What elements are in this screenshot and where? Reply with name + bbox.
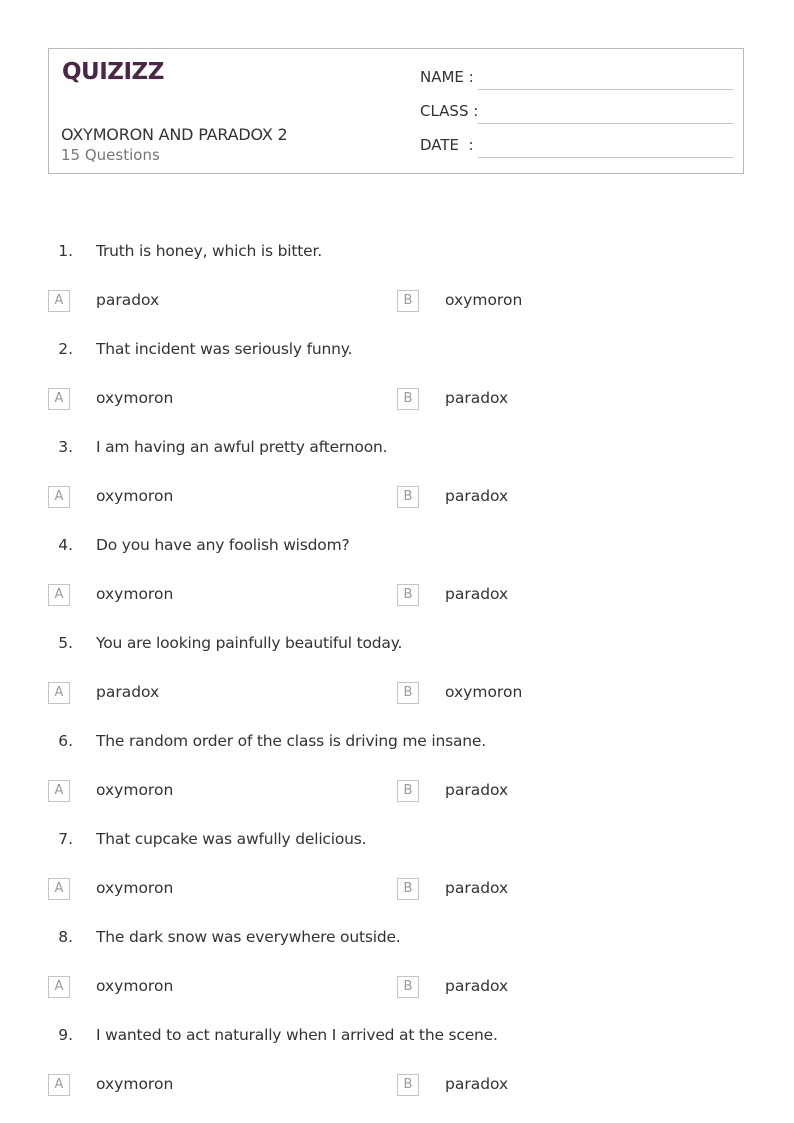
question-text: Truth is honey, which is bitter. — [96, 242, 322, 260]
question-number: 5. — [58, 634, 73, 652]
option-a-box[interactable]: A — [48, 976, 70, 998]
question-count: 15 Questions — [61, 146, 160, 164]
option-b-box[interactable]: B — [397, 976, 419, 998]
question-text: I am having an awful pretty afternoon. — [96, 438, 388, 456]
option-b-box[interactable]: B — [397, 486, 419, 508]
option-a-text: oxymoron — [96, 879, 174, 897]
option-b-box[interactable]: B — [397, 780, 419, 802]
question-number: 1. — [58, 242, 73, 260]
date-line — [478, 157, 733, 158]
option-b-text: paradox — [445, 977, 509, 995]
question-number: 4. — [58, 536, 73, 554]
option-a-text: oxymoron — [96, 977, 174, 995]
question-number: 7. — [58, 830, 73, 848]
question-text: That cupcake was awfully delicious. — [96, 830, 367, 848]
option-b-box[interactable]: B — [397, 682, 419, 704]
option-a-text: paradox — [96, 291, 160, 309]
option-b-box[interactable]: B — [397, 1074, 419, 1096]
option-b-text: paradox — [445, 781, 509, 799]
question-text: I wanted to act naturally when I arrived at the scene. — [96, 1026, 498, 1044]
question-text: That incident was seriously funny. — [96, 340, 353, 358]
option-a-box[interactable]: A — [48, 584, 70, 606]
class-line — [478, 123, 733, 124]
option-b-text: oxymoron — [445, 291, 523, 309]
option-b-text: paradox — [445, 585, 509, 603]
option-a-text: paradox — [96, 683, 160, 701]
option-a-box[interactable]: A — [48, 682, 70, 704]
option-a-text: oxymoron — [96, 781, 174, 799]
name-line — [478, 89, 733, 90]
option-b-box[interactable]: B — [397, 388, 419, 410]
option-a-box[interactable]: A — [48, 878, 70, 900]
option-a-box[interactable]: A — [48, 1074, 70, 1096]
option-b-box[interactable]: B — [397, 584, 419, 606]
question-number: 3. — [58, 438, 73, 456]
question-number: 9. — [58, 1026, 73, 1044]
question-text: The dark snow was everywhere outside. — [96, 928, 401, 946]
option-b-box[interactable]: B — [397, 290, 419, 312]
worksheet-header — [48, 48, 744, 174]
option-a-text: oxymoron — [96, 389, 174, 407]
quizizz-logo: QUIZIZZ — [62, 59, 164, 85]
option-b-text: oxymoron — [445, 683, 523, 701]
question-text: The random order of the class is driving me insane. — [96, 732, 486, 750]
question-text: Do you have any foolish wisdom? — [96, 536, 350, 554]
option-a-text: oxymoron — [96, 487, 174, 505]
question-number: 6. — [58, 732, 73, 750]
option-a-text: oxymoron — [96, 585, 174, 603]
option-a-text: oxymoron — [96, 1075, 174, 1093]
question-number: 8. — [58, 928, 73, 946]
option-a-box[interactable]: A — [48, 290, 70, 312]
question-text: You are looking painfully beautiful today. — [96, 634, 403, 652]
option-b-text: paradox — [445, 487, 509, 505]
option-a-box[interactable]: A — [48, 388, 70, 410]
option-b-text: paradox — [445, 879, 509, 897]
option-a-box[interactable]: A — [48, 780, 70, 802]
name-label: NAME : — [420, 68, 474, 86]
class-label: CLASS : — [420, 102, 479, 120]
question-number: 2. — [58, 340, 73, 358]
date-label: DATE : — [420, 136, 474, 154]
option-b-box[interactable]: B — [397, 878, 419, 900]
worksheet-title: OXYMORON AND PARADOX 2 — [61, 125, 288, 144]
option-b-text: paradox — [445, 389, 509, 407]
option-b-text: paradox — [445, 1075, 509, 1093]
option-a-box[interactable]: A — [48, 486, 70, 508]
